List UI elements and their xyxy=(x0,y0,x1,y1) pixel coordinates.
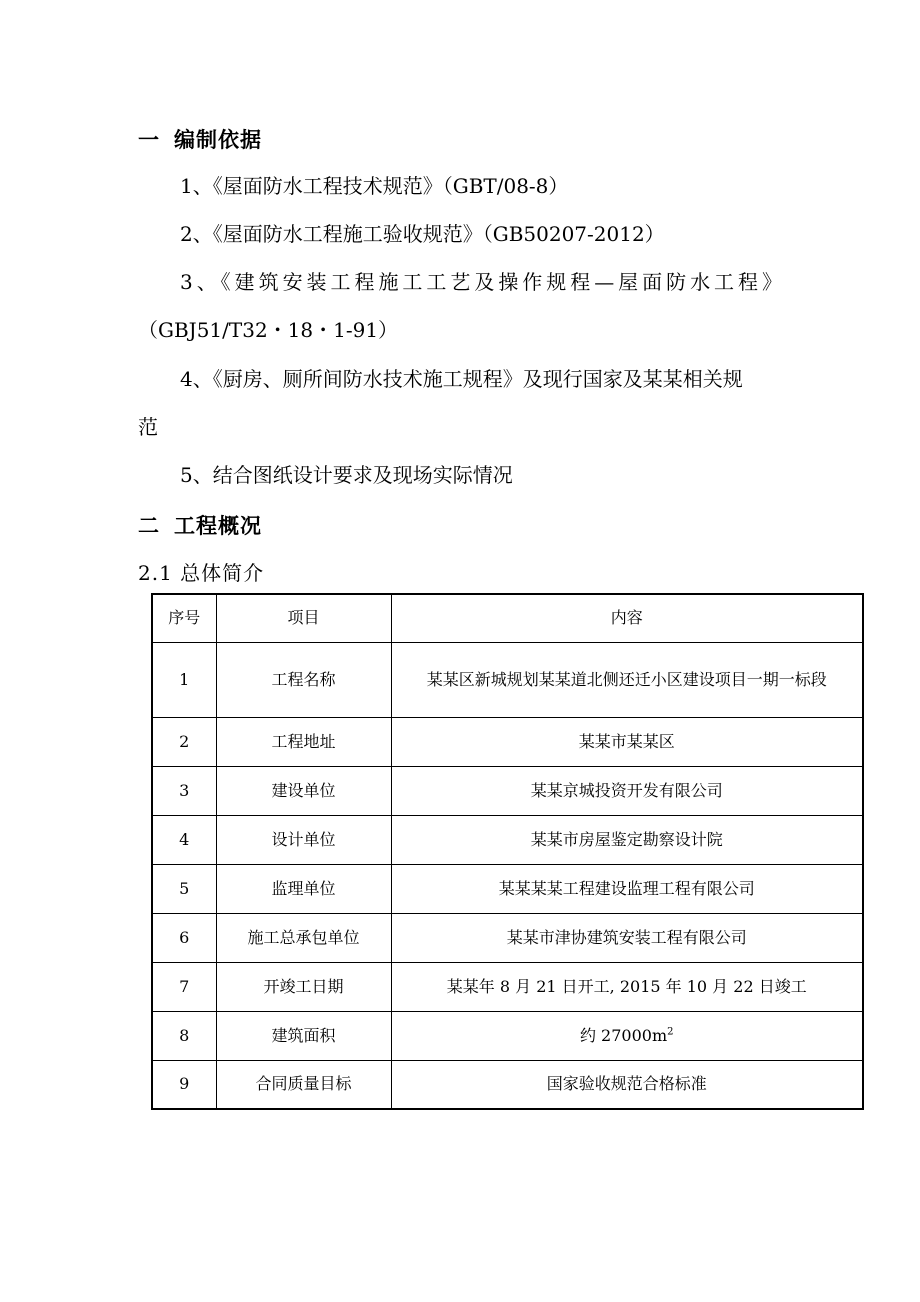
row-content xyxy=(391,1011,863,1060)
section-2-heading xyxy=(138,510,262,540)
basis-item-3: 3、《建筑安装工程施工工艺及操作规程—屋面防水工程》 xyxy=(180,270,782,294)
table-row xyxy=(152,766,863,815)
table-header-row xyxy=(152,594,863,642)
project-overview-table xyxy=(151,593,864,1110)
row-content: 某某年 8 月 21 日开工, 2015 年 10 月 22 日竣工 xyxy=(391,962,863,1011)
row-no: 8 xyxy=(152,1011,216,1060)
header-content: 内容 xyxy=(391,594,863,642)
row-content: 某某市房屋鉴定勘察设计院 xyxy=(391,815,863,864)
row-item: 工程名称 xyxy=(216,642,391,717)
row-content: 某某京城投资开发有限公司 xyxy=(391,766,863,815)
row-no: 3 xyxy=(152,766,216,815)
row-content: 国家验收规范合格标准 xyxy=(391,1060,863,1109)
section-1-title: 编制依据 xyxy=(174,128,262,152)
area-value: 约 27000m xyxy=(579,1025,668,1045)
basis-item-2: 2、《屋面防水工程施工验收规范》（GB50207-2012） xyxy=(180,222,665,246)
basis-item-5: 5、结合图纸设计要求及现场实际情况 xyxy=(180,463,513,487)
table-row xyxy=(152,864,863,913)
row-no: 9 xyxy=(152,1060,216,1109)
row-no: 1 xyxy=(152,642,216,717)
row-content: 某某市某某区 xyxy=(391,717,863,766)
row-item: 建设单位 xyxy=(216,766,391,815)
header-no: 序号 xyxy=(152,594,216,642)
basis-item-1: 1、《屋面防水工程技术规范》（GBT/08-8） xyxy=(180,174,569,198)
table-row xyxy=(152,1011,863,1060)
row-item: 设计单位 xyxy=(216,815,391,864)
table-row xyxy=(152,962,863,1011)
row-item: 建筑面积 xyxy=(216,1011,391,1060)
header-item: 项目 xyxy=(216,594,391,642)
basis-item-4-cont: 范 xyxy=(138,415,158,439)
section-2-title: 工程概况 xyxy=(174,514,262,538)
row-item: 工程地址 xyxy=(216,717,391,766)
basis-item-3-code: （GBJ51/T32・18・1-91） xyxy=(138,318,399,342)
area-unit-superscript: 2 xyxy=(667,1026,674,1038)
section-2-number: 二 xyxy=(138,514,160,538)
row-item: 监理单位 xyxy=(216,864,391,913)
row-no: 7 xyxy=(152,962,216,1011)
section-1-number: 一 xyxy=(138,128,160,152)
table-row xyxy=(152,913,863,962)
row-item: 合同质量目标 xyxy=(216,1060,391,1109)
row-no: 6 xyxy=(152,913,216,962)
row-item: 施工总承包单位 xyxy=(216,913,391,962)
row-content: 某某区新城规划某某道北侧还迁小区建设项目一期一标段 xyxy=(391,642,863,717)
row-no: 5 xyxy=(152,864,216,913)
section-1-heading xyxy=(138,124,262,154)
table-row xyxy=(152,717,863,766)
row-content: 某某某某工程建设监理工程有限公司 xyxy=(391,864,863,913)
row-item: 开竣工日期 xyxy=(216,962,391,1011)
row-content: 某某市津协建筑安装工程有限公司 xyxy=(391,913,863,962)
table-row xyxy=(152,815,863,864)
table-row xyxy=(152,1060,863,1109)
row-no: 2 xyxy=(152,717,216,766)
table-row xyxy=(152,642,863,717)
row-no: 4 xyxy=(152,815,216,864)
basis-item-4: 4、《厨房、厕所间防水技术施工规程》及现行国家及某某相关规 xyxy=(180,367,743,391)
subsection-2-1-heading: 2.1 总体简介 xyxy=(138,561,265,585)
